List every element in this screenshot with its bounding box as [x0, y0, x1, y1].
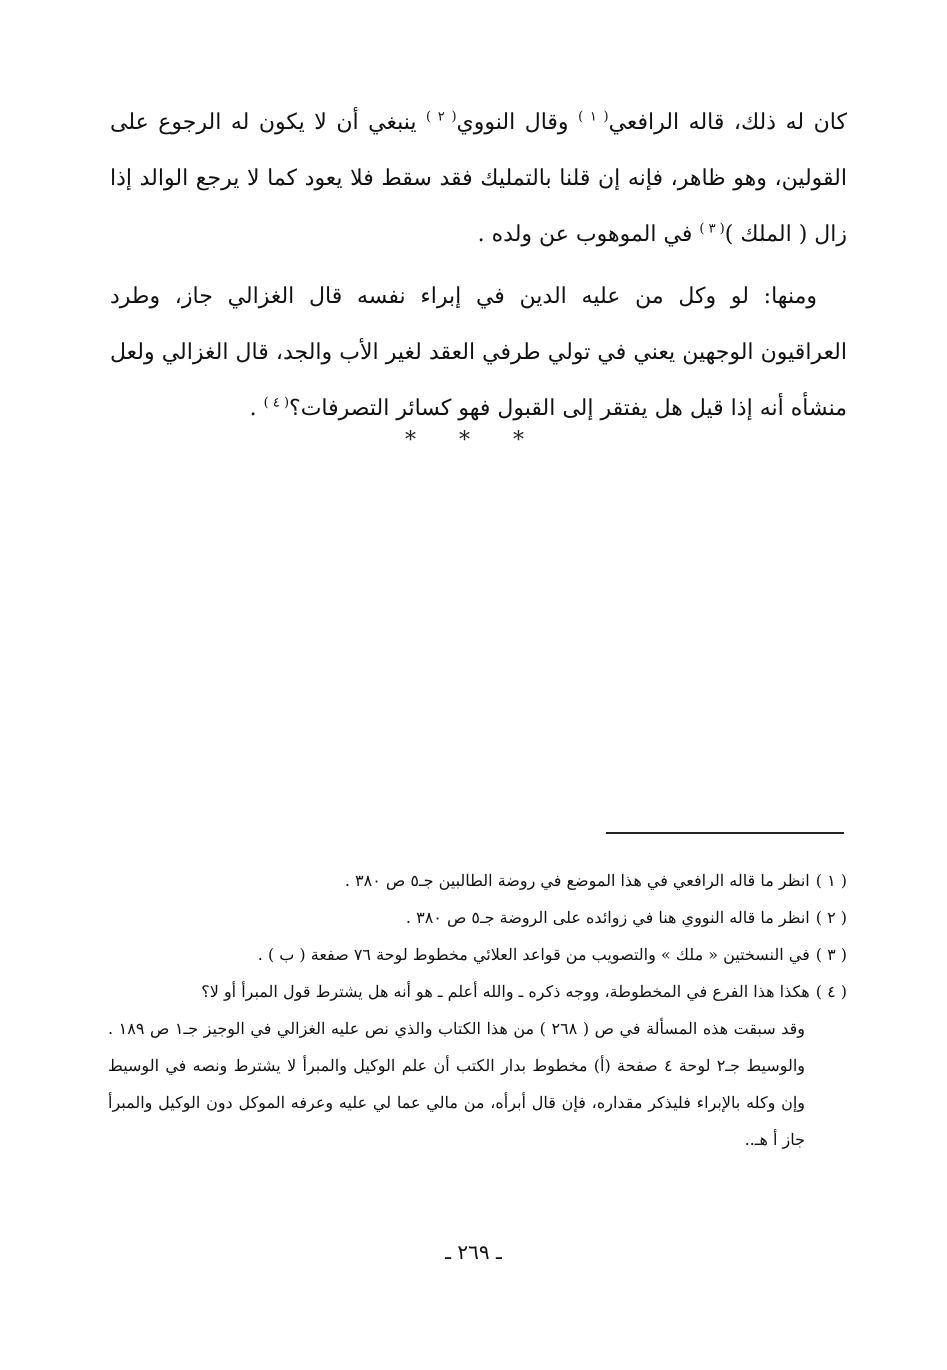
footnote-ref-1: ( ١ ): [578, 109, 609, 125]
footnote-2-text: انظر ما قاله النووي هنا في زوائده على الروضة جـ٥ ص ٣٨٠ .: [405, 908, 810, 927]
paragraph-1-text-a: كان له ذلك، قاله الرافعي: [608, 110, 847, 135]
footnote-1-text: انظر ما قاله الرافعي في هذا الموضع في روضة الطالبين جـ٥ ص ٣٨٠ .: [344, 871, 810, 890]
paragraph-1-text-d: في الموهوب عن ولده .: [477, 222, 700, 247]
footnotes-section: [108, 862, 847, 1158]
footnote-ref-4: ( ٤ ): [263, 395, 290, 411]
footnote-1: [108, 862, 847, 899]
page-number: ـ ٢٦٩ ـ: [445, 1240, 502, 1264]
paragraph-2: [110, 269, 847, 437]
footnote-1-number: ( ١ ): [815, 871, 847, 890]
footnote-ref-2: ( ٢ ): [426, 109, 457, 125]
footnote-4-first-line: [108, 973, 847, 1010]
main-text-body: [110, 95, 847, 437]
footnote-4-number: ( ٤ ): [815, 982, 847, 1001]
paragraph-1-text-c: ينبغي أن لا يكون له الرجوع على القولين، وهو ظاهر، فإنه إن قلنا بالتمليك فقد سقط فلا يعود كما لا يرجع الوالد إذا زال ( الملك ): [110, 110, 847, 247]
footnote-2: [108, 899, 847, 936]
footnote-3-number: ( ٣ ): [815, 945, 847, 964]
paragraph-1: [110, 95, 847, 263]
section-separator: * * *: [405, 428, 542, 453]
footnote-divider: [606, 832, 844, 834]
footnote-4-continuation: وقد سبقت هذه المسألة في ص ( ٢٦٨ ) من هذا الكتاب والذي نص عليه الغزالي في الوجيز جـ١ ص ١٨٩ . والوسيط جـ٢ لوحة ٤ صفحة (أ) مخطوط بدار الكتب أن علم الوكيل والمبرأ لا يشترط ونصه في الوسيط وإن وكله بالإبراء فليذكر مقداره، فإن قال أبرأه، من مالي عما لي عليه وعرفه الموكل دون الوكيل والمبرأ جاز أ هـ..: [108, 1019, 806, 1149]
paragraph-2-text-a: ومنها: لو وكل من عليه الدين في إبراء نفسه قال الغزالي جاز، وطرد العراقيون الوجهين يعني في تولي طرفي العقد لغير الأب والجد، قال الغزالي ولعل منشأه أنه إذا قيل هل يفتقر إلى القبول فهو كسائر التصرفات؟: [110, 284, 847, 421]
paragraph-1-text-b: وقال النووي: [456, 110, 579, 135]
footnote-3: [108, 936, 847, 973]
footnote-4-line1: هكذا هذا الفرع في المخطوطة، ووجه ذكره ـ والله أعلم ـ هو أنه هل يشترط قول المبرأ أو لا؟: [201, 982, 810, 1001]
paragraph-2-text-b: .: [249, 396, 264, 421]
footnote-4: [108, 973, 847, 1158]
footnote-ref-3: ( ٣ ): [699, 221, 725, 237]
footnote-3-text: في النسختين « ملك » والتصويب من قواعد العلائي مخطوط لوحة ٧٦ صفعة ( ب ) .: [257, 945, 810, 964]
footnote-2-number: ( ٢ ): [815, 908, 847, 927]
